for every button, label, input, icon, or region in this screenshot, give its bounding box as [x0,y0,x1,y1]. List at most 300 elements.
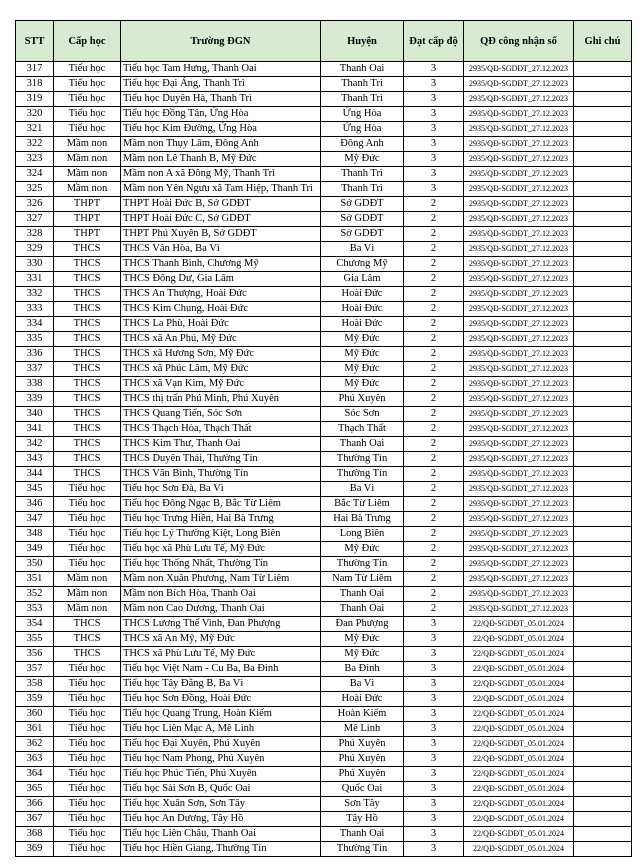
school-cell: THCS xã Phù Lưu Tế, Mỹ Đức [121,647,321,662]
school-cell: Mầm non Lê Thanh B, Mỹ Đức [121,152,321,167]
stt-cell: 352 [16,587,54,602]
grade-cell: 3 [404,677,464,692]
district-cell: Thanh Trì [321,92,404,107]
stt-cell: 325 [16,182,54,197]
decision-cell: 2935/QĐ-SGDĐT_27.12.2023 [464,257,574,272]
grade-cell: 3 [404,77,464,92]
level-cell: THCS [54,422,121,437]
note-cell [574,437,632,452]
level-cell: THCS [54,392,121,407]
note-cell [574,767,632,782]
district-cell: Ứng Hòa [321,122,404,137]
level-cell: Mầm non [54,137,121,152]
decision-cell: 2935/QĐ-SGDĐT_27.12.2023 [464,227,574,242]
district-cell: Phú Xuyên [321,392,404,407]
district-cell: Hoàn Kiếm [321,707,404,722]
school-cell: Tiểu học An Dương, Tây Hồ [121,812,321,827]
stt-cell: 335 [16,332,54,347]
grade-cell: 3 [404,152,464,167]
grade-cell: 2 [404,587,464,602]
stt-cell: 351 [16,572,54,587]
table-row [16,377,632,392]
note-cell [574,542,632,557]
table-row [16,797,632,812]
school-cell: Tiểu học Đại Xuyên, Phú Xuyên [121,737,321,752]
note-cell [574,527,632,542]
table-row [16,767,632,782]
note-cell [574,692,632,707]
stt-cell: 340 [16,407,54,422]
district-cell: Sở GDĐT [321,212,404,227]
school-cell: Mầm non Bích Hòa, Thanh Oai [121,587,321,602]
table-row [16,257,632,272]
stt-cell: 323 [16,152,54,167]
decision-cell: 2935/QĐ-SGDĐT_27.12.2023 [464,452,574,467]
level-cell: THCS [54,272,121,287]
note-cell [574,677,632,692]
school-cell: THCS xã Hương Sơn, Mỹ Đức [121,347,321,362]
decision-cell: 22/QĐ-SGDĐT_05.01.2024 [464,632,574,647]
note-cell [574,752,632,767]
school-cell: THCS thị trấn Phú Minh, Phú Xuyên [121,392,321,407]
decision-cell: 22/QĐ-SGDĐT_05.01.2024 [464,827,574,842]
school-cell: Tiểu học Trưng Hiền, Hai Bà Trưng [121,512,321,527]
district-cell: Ba Vì [321,242,404,257]
decision-cell: 2935/QĐ-SGDĐT_27.12.2023 [464,137,574,152]
grade-cell: 2 [404,302,464,317]
district-cell: Chương Mỹ [321,257,404,272]
district-cell: Mỹ Đức [321,632,404,647]
grade-cell: 3 [404,167,464,182]
grade-cell: 2 [404,377,464,392]
stt-cell: 326 [16,197,54,212]
table-row [16,227,632,242]
table-row [16,317,632,332]
school-cell: Tiểu học Duyên Hà, Thanh Trì [121,92,321,107]
table-row [16,107,632,122]
table-row [16,827,632,842]
school-cell: Mầm non A xã Đông Mỹ, Thanh Trì [121,167,321,182]
stt-cell: 330 [16,257,54,272]
school-cell: THPT Phú Xuyên B, Sở GDĐT [121,227,321,242]
table-row [16,242,632,257]
district-cell: Sơn Tây [321,797,404,812]
stt-cell: 321 [16,122,54,137]
note-cell [574,797,632,812]
school-cell: THCS xã Phúc Lâm, Mỹ Đức [121,362,321,377]
note-cell [574,452,632,467]
decision-cell: 2935/QĐ-SGDĐT_27.12.2023 [464,107,574,122]
school-cell: THCS Duyên Thái, Thường Tín [121,452,321,467]
stt-cell: 328 [16,227,54,242]
grade-cell: 3 [404,722,464,737]
note-cell [574,497,632,512]
decision-cell: 22/QĐ-SGDĐT_05.01.2024 [464,842,574,857]
decision-cell: 2935/QĐ-SGDĐT_27.12.2023 [464,602,574,617]
note-cell [574,62,632,77]
header-district: Huyện [321,21,404,62]
decision-cell: 2935/QĐ-SGDĐT_27.12.2023 [464,377,574,392]
school-accreditation-table [15,20,632,857]
table-row [16,182,632,197]
district-cell: Phú Xuyên [321,737,404,752]
level-cell: Tiểu học [54,497,121,512]
district-cell: Ứng Hòa [321,107,404,122]
level-cell: Mầm non [54,152,121,167]
decision-cell: 2935/QĐ-SGDĐT_27.12.2023 [464,122,574,137]
school-cell: Tiểu học Hiền Giang, Thường Tín [121,842,321,857]
school-cell: Tiểu học Sơn Đà, Ba Vì [121,482,321,497]
grade-cell: 2 [404,542,464,557]
district-cell: Đông Anh [321,137,404,152]
stt-cell: 327 [16,212,54,227]
level-cell: THCS [54,617,121,632]
grade-cell: 3 [404,827,464,842]
grade-cell: 2 [404,197,464,212]
grade-cell: 3 [404,797,464,812]
district-cell: Long Biên [321,527,404,542]
table-row [16,497,632,512]
stt-cell: 345 [16,482,54,497]
note-cell [574,707,632,722]
decision-cell: 2935/QĐ-SGDĐT_27.12.2023 [464,167,574,182]
decision-cell: 22/QĐ-SGDĐT_05.01.2024 [464,677,574,692]
school-cell: THCS Quang Tiến, Sóc Sơn [121,407,321,422]
school-cell: Tiểu học Đông Ngạc B, Bắc Từ Liêm [121,497,321,512]
level-cell: Tiểu học [54,812,121,827]
level-cell: Tiểu học [54,482,121,497]
level-cell: THCS [54,467,121,482]
level-cell: Tiểu học [54,662,121,677]
level-cell: Tiểu học [54,722,121,737]
decision-cell: 2935/QĐ-SGDĐT_27.12.2023 [464,302,574,317]
school-cell: THCS Thanh Bình, Chương Mỹ [121,257,321,272]
stt-cell: 324 [16,167,54,182]
stt-cell: 368 [16,827,54,842]
note-cell [574,257,632,272]
level-cell: Tiểu học [54,527,121,542]
stt-cell: 362 [16,737,54,752]
grade-cell: 2 [404,497,464,512]
note-cell [574,392,632,407]
level-cell: THCS [54,452,121,467]
school-cell: Tiểu học Tam Hưng, Thanh Oai [121,62,321,77]
table-row [16,347,632,362]
table-row [16,752,632,767]
note-cell [574,617,632,632]
school-cell: Mầm non Thụy Lâm, Đông Anh [121,137,321,152]
decision-cell: 2935/QĐ-SGDĐT_27.12.2023 [464,197,574,212]
district-cell: Phú Xuyên [321,767,404,782]
level-cell: THCS [54,287,121,302]
note-cell [574,572,632,587]
decision-cell: 2935/QĐ-SGDĐT_27.12.2023 [464,212,574,227]
grade-cell: 2 [404,407,464,422]
district-cell: Thanh Oai [321,602,404,617]
district-cell: Hai Bà Trưng [321,512,404,527]
district-cell: Tây Hồ [321,812,404,827]
district-cell: Hoài Đức [321,287,404,302]
table-row [16,152,632,167]
table-row [16,557,632,572]
school-cell: Tiểu học Liên Châu, Thanh Oai [121,827,321,842]
decision-cell: 22/QĐ-SGDĐT_05.01.2024 [464,797,574,812]
table-row [16,77,632,92]
grade-cell: 3 [404,182,464,197]
district-cell: Mỹ Đức [321,152,404,167]
table-row [16,722,632,737]
note-cell [574,197,632,212]
level-cell: Tiểu học [54,92,121,107]
grade-cell: 3 [404,137,464,152]
decision-cell: 2935/QĐ-SGDĐT_27.12.2023 [464,437,574,452]
level-cell: Tiểu học [54,542,121,557]
note-cell [574,362,632,377]
table-row [16,392,632,407]
header-level: Cấp học [54,21,121,62]
note-cell [574,812,632,827]
level-cell: Tiểu học [54,557,121,572]
level-cell: THCS [54,632,121,647]
level-cell: Tiểu học [54,692,121,707]
note-cell [574,107,632,122]
level-cell: Tiểu học [54,767,121,782]
level-cell: THCS [54,242,121,257]
stt-cell: 338 [16,377,54,392]
table-row [16,737,632,752]
stt-cell: 355 [16,632,54,647]
table-row [16,407,632,422]
school-cell: Tiểu học Quang Trung, Hoàn Kiếm [121,707,321,722]
decision-cell: 2935/QĐ-SGDĐT_27.12.2023 [464,92,574,107]
note-cell [574,827,632,842]
level-cell: Mầm non [54,167,121,182]
note-cell [574,287,632,302]
school-cell: Mầm non Cao Dương, Thanh Oai [121,602,321,617]
district-cell: Thường Tín [321,842,404,857]
level-cell: THPT [54,212,121,227]
note-cell [574,467,632,482]
note-cell [574,587,632,602]
district-cell: Thanh Oai [321,437,404,452]
school-cell: Tiểu học Đồng Tân, Ứng Hòa [121,107,321,122]
grade-cell: 3 [404,107,464,122]
stt-cell: 364 [16,767,54,782]
header-row [16,21,632,62]
level-cell: Mầm non [54,587,121,602]
district-cell: Thường Tín [321,467,404,482]
level-cell: Tiểu học [54,677,121,692]
table-row [16,197,632,212]
note-cell [574,842,632,857]
level-cell: Tiểu học [54,827,121,842]
level-cell: Tiểu học [54,77,121,92]
table-row [16,632,632,647]
stt-cell: 317 [16,62,54,77]
table-row [16,617,632,632]
district-cell: Thường Tín [321,452,404,467]
stt-cell: 344 [16,467,54,482]
grade-cell: 2 [404,572,464,587]
table-row [16,467,632,482]
table-row [16,572,632,587]
note-cell [574,317,632,332]
grade-cell: 3 [404,617,464,632]
level-cell: THCS [54,647,121,662]
level-cell: THCS [54,332,121,347]
decision-cell: 2935/QĐ-SGDĐT_27.12.2023 [464,467,574,482]
note-cell [574,647,632,662]
decision-cell: 2935/QĐ-SGDĐT_27.12.2023 [464,347,574,362]
table-row [16,587,632,602]
level-cell: THPT [54,227,121,242]
school-cell: Tiểu học xã Phù Lưu Tế, Mỹ Đức [121,542,321,557]
table-row [16,137,632,152]
stt-cell: 319 [16,92,54,107]
stt-cell: 356 [16,647,54,662]
table-row [16,212,632,227]
district-cell: Ba Vì [321,482,404,497]
grade-cell: 2 [404,452,464,467]
stt-cell: 349 [16,542,54,557]
note-cell [574,122,632,137]
decision-cell: 2935/QĐ-SGDĐT_27.12.2023 [464,482,574,497]
level-cell: Mầm non [54,602,121,617]
table-row [16,332,632,347]
stt-cell: 331 [16,272,54,287]
table-row [16,482,632,497]
school-cell: THCS Văn Bình, Thường Tín [121,467,321,482]
decision-cell: 2935/QĐ-SGDĐT_27.12.2023 [464,287,574,302]
school-cell: THCS Lương Thế Vinh, Đan Phượng [121,617,321,632]
school-cell: Mầm non Xuân Phương, Nam Từ Liêm [121,572,321,587]
decision-cell: 22/QĐ-SGDĐT_05.01.2024 [464,692,574,707]
district-cell: Thanh Oai [321,827,404,842]
stt-cell: 334 [16,317,54,332]
grade-cell: 2 [404,392,464,407]
decision-cell: 2935/QĐ-SGDĐT_27.12.2023 [464,497,574,512]
stt-cell: 353 [16,602,54,617]
district-cell: Thanh Oai [321,62,404,77]
stt-cell: 342 [16,437,54,452]
district-cell: Mỹ Đức [321,542,404,557]
district-cell: Mỹ Đức [321,332,404,347]
header-note: Ghi chú [574,21,632,62]
note-cell [574,152,632,167]
grade-cell: 3 [404,632,464,647]
stt-cell: 318 [16,77,54,92]
district-cell: Mê Linh [321,722,404,737]
table-row [16,602,632,617]
table-row [16,647,632,662]
grade-cell: 2 [404,437,464,452]
grade-cell: 2 [404,557,464,572]
note-cell [574,182,632,197]
stt-cell: 366 [16,797,54,812]
grade-cell: 2 [404,272,464,287]
district-cell: Thạch Thất [321,422,404,437]
note-cell [574,422,632,437]
grade-cell: 2 [404,362,464,377]
note-cell [574,332,632,347]
level-cell: Tiểu học [54,842,121,857]
stt-cell: 339 [16,392,54,407]
decision-cell: 2935/QĐ-SGDĐT_27.12.2023 [464,362,574,377]
table-row [16,167,632,182]
grade-cell: 2 [404,332,464,347]
school-cell: THCS Kim Thư, Thanh Oai [121,437,321,452]
level-cell: Tiểu học [54,62,121,77]
table-row [16,452,632,467]
stt-cell: 347 [16,512,54,527]
table-row [16,62,632,77]
decision-cell: 22/QĐ-SGDĐT_05.01.2024 [464,617,574,632]
grade-cell: 2 [404,422,464,437]
table-row [16,542,632,557]
district-cell: Thường Tín [321,557,404,572]
district-cell: Sở GDĐT [321,227,404,242]
decision-cell: 2935/QĐ-SGDĐT_27.12.2023 [464,317,574,332]
note-cell [574,662,632,677]
table-row [16,437,632,452]
stt-cell: 354 [16,617,54,632]
decision-cell: 22/QĐ-SGDĐT_05.01.2024 [464,647,574,662]
grade-cell: 2 [404,212,464,227]
grade-cell: 3 [404,842,464,857]
stt-cell: 350 [16,557,54,572]
decision-cell: 2935/QĐ-SGDĐT_27.12.2023 [464,272,574,287]
level-cell: Tiểu học [54,512,121,527]
decision-cell: 2935/QĐ-SGDĐT_27.12.2023 [464,542,574,557]
grade-cell: 2 [404,527,464,542]
grade-cell: 3 [404,767,464,782]
school-cell: Tiểu học Sài Sơn B, Quốc Oai [121,782,321,797]
school-cell: Tiểu học Việt Nam - Cu Ba, Ba Đình [121,662,321,677]
decision-cell: 22/QĐ-SGDĐT_05.01.2024 [464,662,574,677]
stt-cell: 365 [16,782,54,797]
stt-cell: 359 [16,692,54,707]
grade-cell: 3 [404,662,464,677]
note-cell [574,272,632,287]
school-cell: Tiểu học Thống Nhất, Thường Tín [121,557,321,572]
school-cell: Tiểu học Sơn Đồng, Hoài Đức [121,692,321,707]
level-cell: Tiểu học [54,782,121,797]
table-row [16,527,632,542]
table-row [16,122,632,137]
stt-cell: 367 [16,812,54,827]
stt-cell: 360 [16,707,54,722]
stt-cell: 348 [16,527,54,542]
decision-cell: 22/QĐ-SGDĐT_05.01.2024 [464,707,574,722]
decision-cell: 22/QĐ-SGDĐT_05.01.2024 [464,722,574,737]
grade-cell: 2 [404,227,464,242]
decision-cell: 2935/QĐ-SGDĐT_27.12.2023 [464,152,574,167]
level-cell: Tiểu học [54,737,121,752]
note-cell [574,512,632,527]
note-cell [574,557,632,572]
note-cell [574,92,632,107]
decision-cell: 2935/QĐ-SGDĐT_27.12.2023 [464,242,574,257]
stt-cell: 341 [16,422,54,437]
district-cell: Thanh Oai [321,587,404,602]
level-cell: THCS [54,407,121,422]
district-cell: Sở GDĐT [321,197,404,212]
note-cell [574,377,632,392]
school-cell: THCS xã Vạn Kim, Mỹ Đức [121,377,321,392]
grade-cell: 3 [404,92,464,107]
level-cell: THCS [54,302,121,317]
grade-cell: 3 [404,782,464,797]
